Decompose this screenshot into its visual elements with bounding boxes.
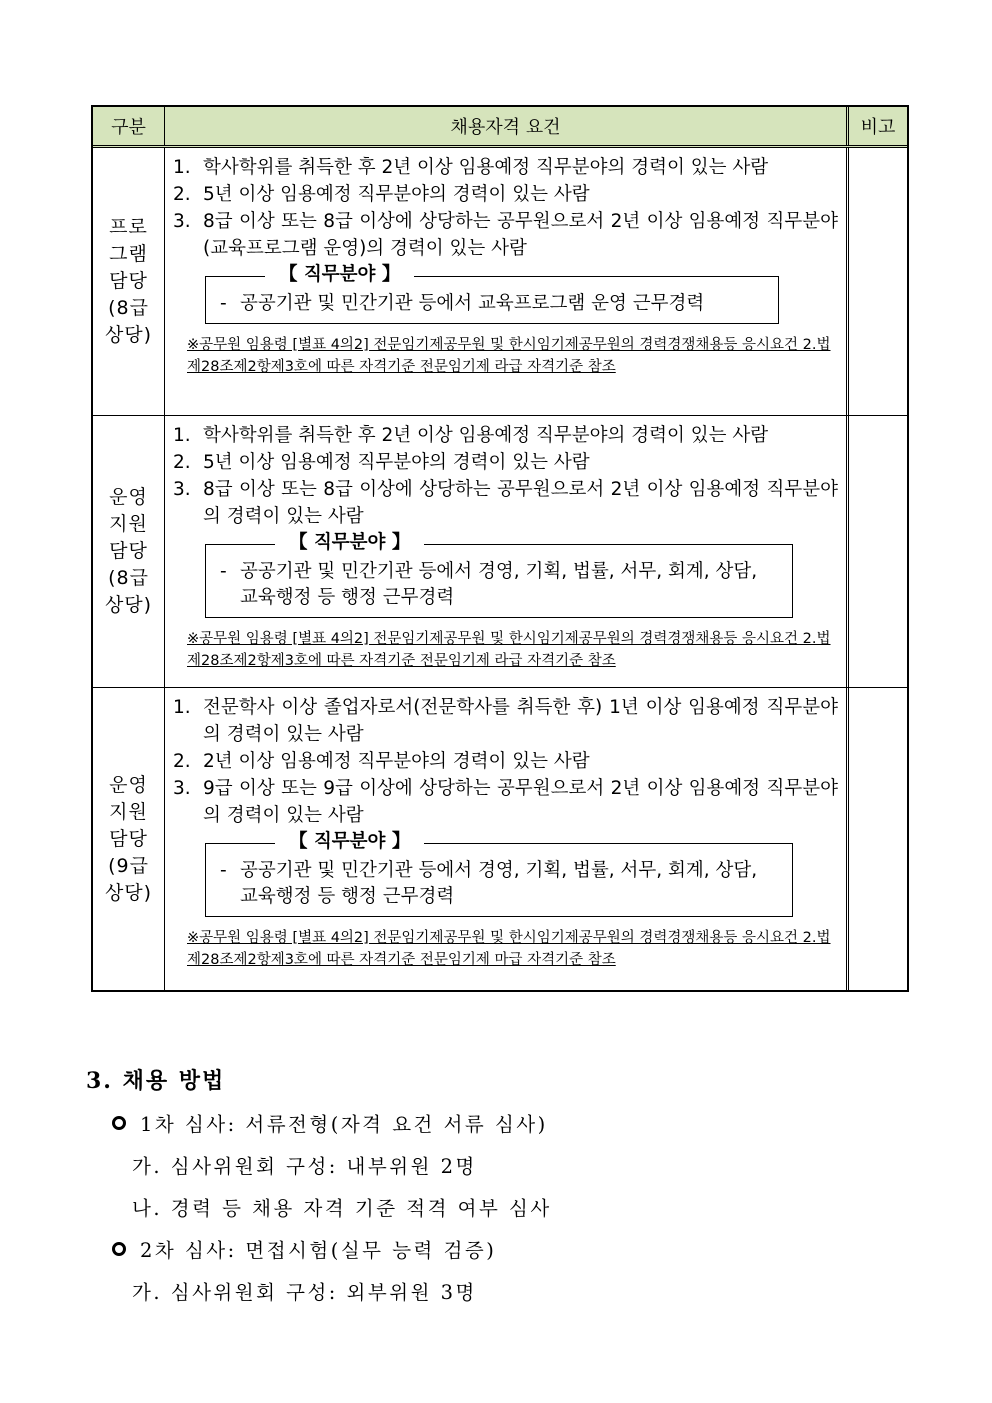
job-field-text: 공공기관 및 민간기관 등에서 경영, 기획, 법률, 서무, 회계, 상담, 교육행정 등 행정 근무경력 <box>240 860 758 907</box>
requirement-text: 5년 이상 임용예정 직무분야의 경력이 있는 사람 <box>203 184 590 205</box>
requirement-item <box>173 422 838 449</box>
category-cell <box>93 148 165 415</box>
category-line: (8급 <box>108 297 149 319</box>
job-field-line <box>220 291 764 317</box>
requirement-text: 전문학사 이상 졸업자로서(전문학사를 취득한 후) 1년 이상 임용예정 직무분야의 경력이 있는 사람 <box>203 697 838 745</box>
requirement-number: 1. <box>173 697 191 718</box>
job-field-text: 공공기관 및 민간기관 등에서 교육프로그램 운영 근무경력 <box>240 293 705 314</box>
stage-label: 2차 심사: 면접시험(실무 능력 검증) <box>140 1239 497 1262</box>
job-field-line <box>220 858 778 910</box>
job-field-content <box>205 843 793 917</box>
remark-cell <box>849 148 907 415</box>
table-row <box>93 148 907 416</box>
remark-cell <box>849 688 907 990</box>
category-line: (8급 <box>108 567 149 589</box>
stage-detail: 나. 경력 등 채용 자격 기준 적격 여부 심사 <box>132 1197 552 1220</box>
category-line: 운영 <box>109 486 148 508</box>
job-field-content <box>205 544 793 618</box>
box-title-row <box>205 263 779 287</box>
box-title-row <box>205 531 793 555</box>
requirement-item <box>173 154 838 181</box>
dash-marker: - <box>220 293 227 314</box>
category-label <box>105 214 152 349</box>
requirement-number: 2. <box>173 452 191 473</box>
dash-marker: - <box>220 860 227 881</box>
circle-bullet-icon <box>112 1242 126 1256</box>
requirements-cell <box>165 416 849 687</box>
header-remarks: 비고 <box>860 117 896 138</box>
category-line: (9급 <box>108 854 149 877</box>
circle-bullet-icon <box>112 1116 126 1130</box>
reference-note: ※공무원 임용령 [별표 4의2] 전문임기제공무원 및 한시임기제공무원의 경력경쟁채용등 응시요건 2.법 제28조제2항제3호에 따른 자격기준 전문임기제 라급 자격기준 참조 <box>187 337 831 375</box>
category-line: 그램 <box>109 243 148 265</box>
box-title-row <box>205 830 793 854</box>
stage-item <box>86 1228 552 1270</box>
job-field-text: 공공기관 및 민간기관 등에서 경영, 기획, 법률, 서무, 회계, 상담, 교육행정 등 행정 근무경력 <box>240 561 758 608</box>
requirement-item <box>173 449 838 476</box>
job-field-box <box>205 264 779 324</box>
requirement-number: 3. <box>173 211 191 232</box>
requirement-text: 8급 이상 또는 8급 이상에 상당하는 공무원으로서 2년 이상 임용예정 직무분야(교육프로그램 운영)의 경력이 있는 사람 <box>203 211 838 259</box>
table-row <box>93 416 907 688</box>
category-line: 상당) <box>104 594 153 616</box>
category-line: 지원 <box>109 513 148 535</box>
box-title: 【 직무분야 】 <box>275 830 424 854</box>
requirement-text: 9급 이상 또는 9급 이상에 상당하는 공무원으로서 2년 이상 임용예정 직무분야의 경력이 있는 사람 <box>203 778 838 826</box>
requirement-number: 3. <box>173 778 191 799</box>
requirement-text: 2년 이상 임용예정 직무분야의 경력이 있는 사람 <box>203 751 590 772</box>
category-line: 담당 <box>109 827 148 850</box>
category-cell <box>93 416 165 687</box>
category-line: 상당) <box>104 881 153 904</box>
category-line: 상당) <box>104 324 153 346</box>
requirement-item <box>173 181 838 208</box>
box-title: 【 직무분야 】 <box>265 263 414 287</box>
category-line: 프로 <box>109 216 148 238</box>
requirement-number: 1. <box>173 425 191 446</box>
dash-marker: - <box>220 561 227 582</box>
category-line: 담당 <box>109 540 148 562</box>
stage-label: 1차 심사: 서류전형(자격 요건 서류 심사) <box>140 1113 548 1136</box>
requirement-item <box>173 476 838 530</box>
stage-detail: 가. 심사위원회 구성: 외부위원 3명 <box>132 1281 477 1304</box>
requirement-number: 2. <box>173 751 191 772</box>
reference-note: ※공무원 임용령 [별표 4의2] 전문임기제공무원 및 한시임기제공무원의 경력경쟁채용등 응시요건 2.법 제28조제2항제3호에 따른 자격기준 전문임기제 마급 자격기준 참조 <box>187 930 831 968</box>
requirement-item <box>173 694 838 748</box>
requirement-number: 2. <box>173 184 191 205</box>
table-header <box>93 107 907 148</box>
category-line: 운영 <box>109 773 148 796</box>
requirement-text: 학사학위를 취득한 후 2년 이상 임용예정 직무분야의 경력이 있는 사람 <box>203 425 769 446</box>
category-line: 지원 <box>109 800 148 823</box>
requirement-text: 8급 이상 또는 8급 이상에 상당하는 공무원으로서 2년 이상 임용예정 직무분야의 경력이 있는 사람 <box>203 479 838 527</box>
reference-note: ※공무원 임용령 [별표 4의2] 전문임기제공무원 및 한시임기제공무원의 경력경쟁채용등 응시요건 2.법 제28조제2항제3호에 따른 자격기준 전문임기제 라급 자격기준 참조 <box>187 631 831 669</box>
section-title: 3. 채용 방법 <box>86 1068 226 1094</box>
requirements-cell <box>165 688 849 990</box>
requirement-item <box>173 208 838 262</box>
stage-detail: 가. 심사위원회 구성: 내부위원 2명 <box>132 1155 477 1178</box>
requirements-table <box>91 105 909 992</box>
job-field-box <box>205 831 793 917</box>
box-title: 【 직무분야 】 <box>275 531 424 555</box>
requirement-text: 5년 이상 임용예정 직무분야의 경력이 있는 사람 <box>203 452 590 473</box>
requirement-number: 3. <box>173 479 191 500</box>
remark-cell <box>849 416 907 687</box>
category-label <box>105 484 152 619</box>
category-label <box>105 772 152 907</box>
category-cell <box>93 688 165 990</box>
stage-item <box>86 1102 552 1144</box>
requirement-item <box>173 775 838 829</box>
job-field-box <box>205 532 793 618</box>
category-line: 담당 <box>109 270 148 292</box>
requirements-cell <box>165 148 849 415</box>
table-row <box>93 688 907 990</box>
hiring-method-section <box>86 1060 552 1312</box>
requirement-number: 1. <box>173 157 191 178</box>
requirement-text: 학사학위를 취득한 후 2년 이상 임용예정 직무분야의 경력이 있는 사람 <box>203 157 769 178</box>
requirement-item <box>173 748 838 775</box>
job-field-line <box>220 559 778 611</box>
header-requirements: 채용자격 요건 <box>165 107 849 145</box>
header-category: 구분 <box>93 107 165 145</box>
